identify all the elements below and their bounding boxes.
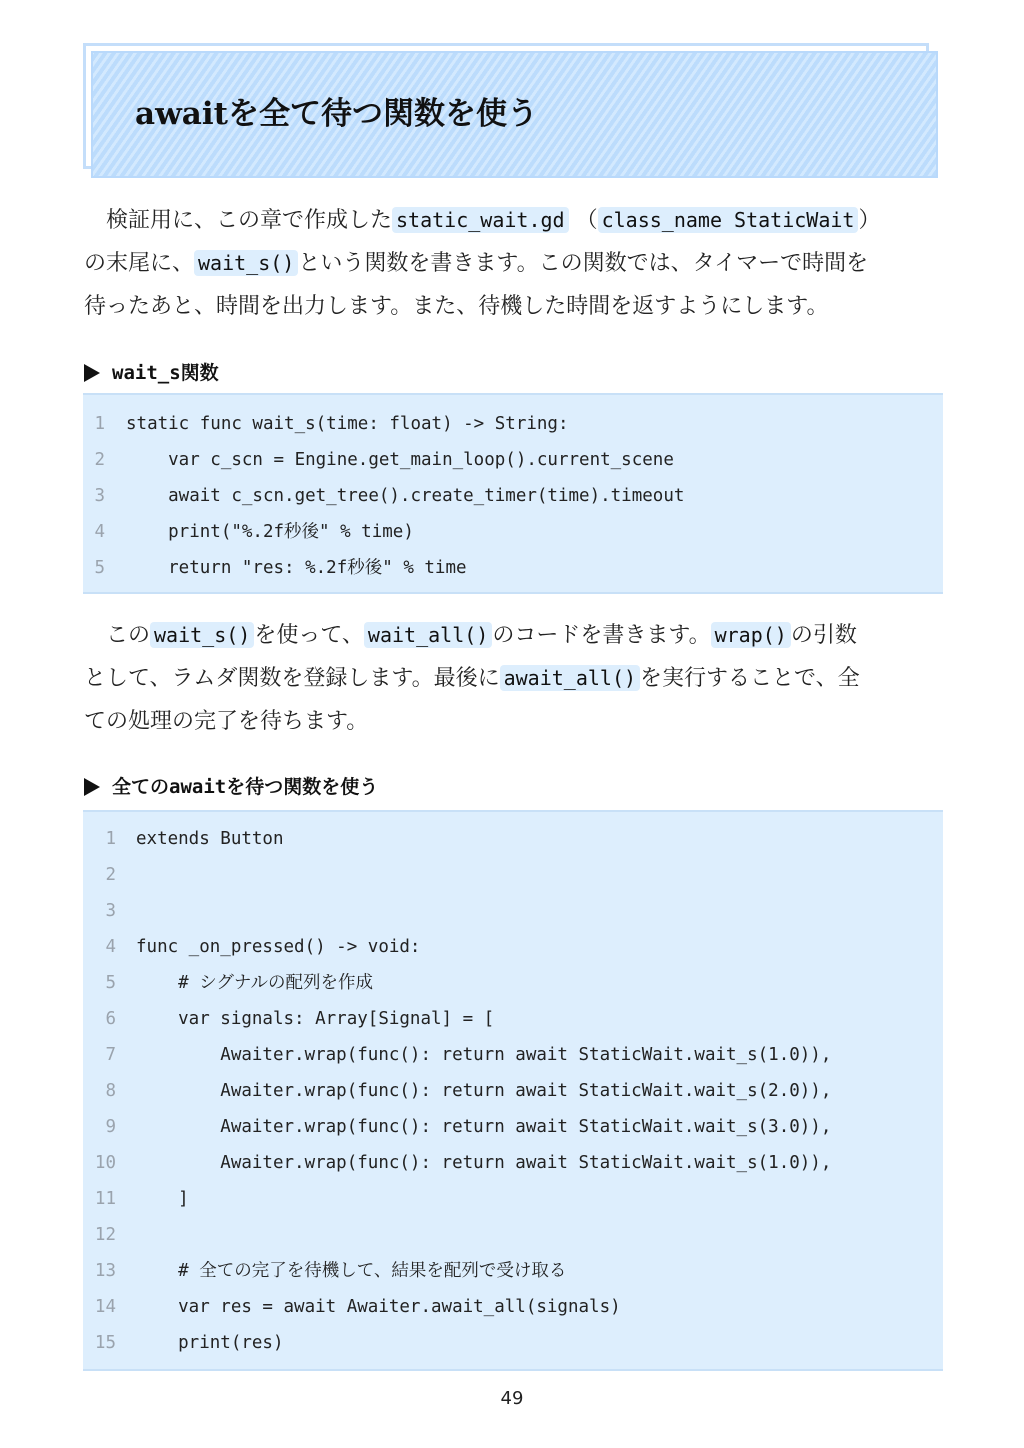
- paragraph-text: を使って、: [254, 623, 364, 648]
- line-number: 8: [105, 1081, 116, 1101]
- code-text: print(res): [136, 1333, 284, 1353]
- code-line: [83, 514, 414, 550]
- code-line: [83, 1073, 831, 1109]
- paragraph-text: 待ったあと、時間を出力します。また、待機した時間を返すようにします。: [84, 294, 829, 319]
- inline-code: class_name StaticWait: [598, 207, 859, 233]
- code-text: return "res: %.2f秒後" % time: [126, 558, 467, 578]
- listing-caption-text: wait_s関数: [112, 362, 219, 384]
- paragraph-line: [84, 614, 944, 657]
- code-text: print("%.2f秒後" % time): [126, 522, 414, 542]
- code-line: [83, 929, 420, 965]
- line-number: 2: [94, 450, 105, 470]
- line-number: 1: [94, 414, 105, 434]
- code-line: [83, 1109, 831, 1145]
- paragraph-line: [84, 242, 944, 285]
- code-text: # シグナルの配列を作成: [136, 973, 373, 993]
- code-line: [83, 1289, 621, 1325]
- line-number: 1: [105, 829, 116, 849]
- code-text: Awaiter.wrap(func(): return await StaticWait.wait_s(3.0)),: [136, 1117, 832, 1137]
- paragraph-text: を実行することで、全: [640, 666, 860, 691]
- line-number: 4: [94, 522, 105, 542]
- paragraph-line: [84, 285, 944, 328]
- line-number: 11: [94, 1189, 116, 1209]
- line-number: 3: [105, 901, 116, 921]
- line-number: 12: [94, 1225, 116, 1245]
- code-text: await c_scn.get_tree().create_timer(time).timeout: [126, 486, 685, 506]
- line-number: 10: [94, 1153, 116, 1173]
- code-text: var c_scn = Engine.get_main_loop().current_scene: [126, 450, 674, 470]
- paragraph-text: ）: [858, 208, 881, 233]
- code-text: Awaiter.wrap(func(): return await StaticWait.wait_s(1.0)),: [136, 1045, 832, 1065]
- code-line: [83, 965, 373, 1001]
- code-line: [83, 1001, 494, 1037]
- code-text: Awaiter.wrap(func(): return await StaticWait.wait_s(2.0)),: [136, 1081, 832, 1101]
- line-number: 6: [105, 1009, 116, 1029]
- listing-caption-text: 全てのawaitを待つ関数を使う: [112, 776, 379, 798]
- listing-caption-await-all: [84, 772, 378, 799]
- listing-caption-wait-s: [84, 358, 219, 385]
- line-number: 5: [94, 558, 105, 578]
- paragraph-text: として、ラムダ関数を登録します。最後に: [84, 666, 500, 691]
- body-paragraph: [84, 614, 944, 743]
- paragraph-line: [84, 199, 944, 242]
- code-line: [83, 550, 467, 586]
- code-line: [83, 1181, 189, 1217]
- paragraph-line: [84, 657, 944, 700]
- code-text: var signals: Array[Signal] = [: [136, 1009, 495, 1029]
- code-line: [83, 1253, 566, 1289]
- line-number: 7: [105, 1045, 116, 1065]
- inline-code: wait_all(): [364, 622, 492, 648]
- page-title: awaitを全て待つ関数を使う: [135, 96, 538, 132]
- paragraph-text: の引数: [790, 623, 857, 648]
- code-text: var res = await Awaiter.await_all(signals): [136, 1297, 621, 1317]
- line-number: 13: [94, 1261, 116, 1281]
- code-text: func _on_pressed() -> void:: [136, 937, 421, 957]
- line-number: 4: [105, 937, 116, 957]
- inline-code: wait_s(): [150, 622, 254, 648]
- code-line: [83, 1037, 831, 1073]
- code-line: [83, 478, 684, 514]
- line-number: 3: [94, 486, 105, 506]
- code-block-wait-s: [83, 393, 943, 594]
- paragraph-text: 検証用に、この章で作成した: [106, 208, 393, 233]
- page-number: 49: [500, 1388, 524, 1409]
- code-line: [83, 821, 284, 857]
- line-number: 15: [94, 1333, 116, 1353]
- line-number: 14: [94, 1297, 116, 1317]
- code-block-await-all: [83, 810, 943, 1371]
- paragraph-text: ての処理の完了を待ちます。: [84, 709, 369, 734]
- code-text: Awaiter.wrap(func(): return await StaticWait.wait_s(1.0)),: [136, 1153, 832, 1173]
- code-text: ]: [136, 1189, 189, 1209]
- line-number: 9: [105, 1117, 116, 1137]
- code-line: [83, 1217, 136, 1253]
- inline-code: wait_s(): [194, 250, 298, 276]
- code-line: [83, 1145, 831, 1181]
- code-text: static func wait_s(time: float) -> String:: [126, 414, 569, 434]
- code-line: [83, 893, 136, 929]
- inline-code: wrap(): [711, 622, 791, 648]
- code-line: [83, 1325, 284, 1361]
- inline-code: await_all(): [500, 665, 640, 691]
- triangle-bullet-icon: [84, 364, 100, 382]
- code-text: extends Button: [136, 829, 284, 849]
- paragraph-text: （: [568, 208, 598, 233]
- intro-paragraph: [84, 199, 944, 328]
- line-number: 5: [105, 973, 116, 993]
- paragraph-text: の末尾に、: [84, 251, 195, 276]
- triangle-bullet-icon: [84, 778, 100, 796]
- paragraph-text: この: [106, 623, 151, 648]
- code-line: [83, 442, 674, 478]
- code-line: [83, 406, 569, 442]
- code-line: [83, 857, 136, 893]
- line-number: 2: [105, 865, 116, 885]
- code-text: # 全ての完了を待機して、結果を配列で受け取る: [136, 1261, 567, 1281]
- paragraph-text: のコードを書きます。: [492, 623, 711, 648]
- paragraph-text: という関数を書きます。この関数では、タイマーで時間を: [298, 251, 869, 276]
- paragraph-line: [84, 700, 944, 743]
- inline-code: static_wait.gd: [392, 207, 569, 233]
